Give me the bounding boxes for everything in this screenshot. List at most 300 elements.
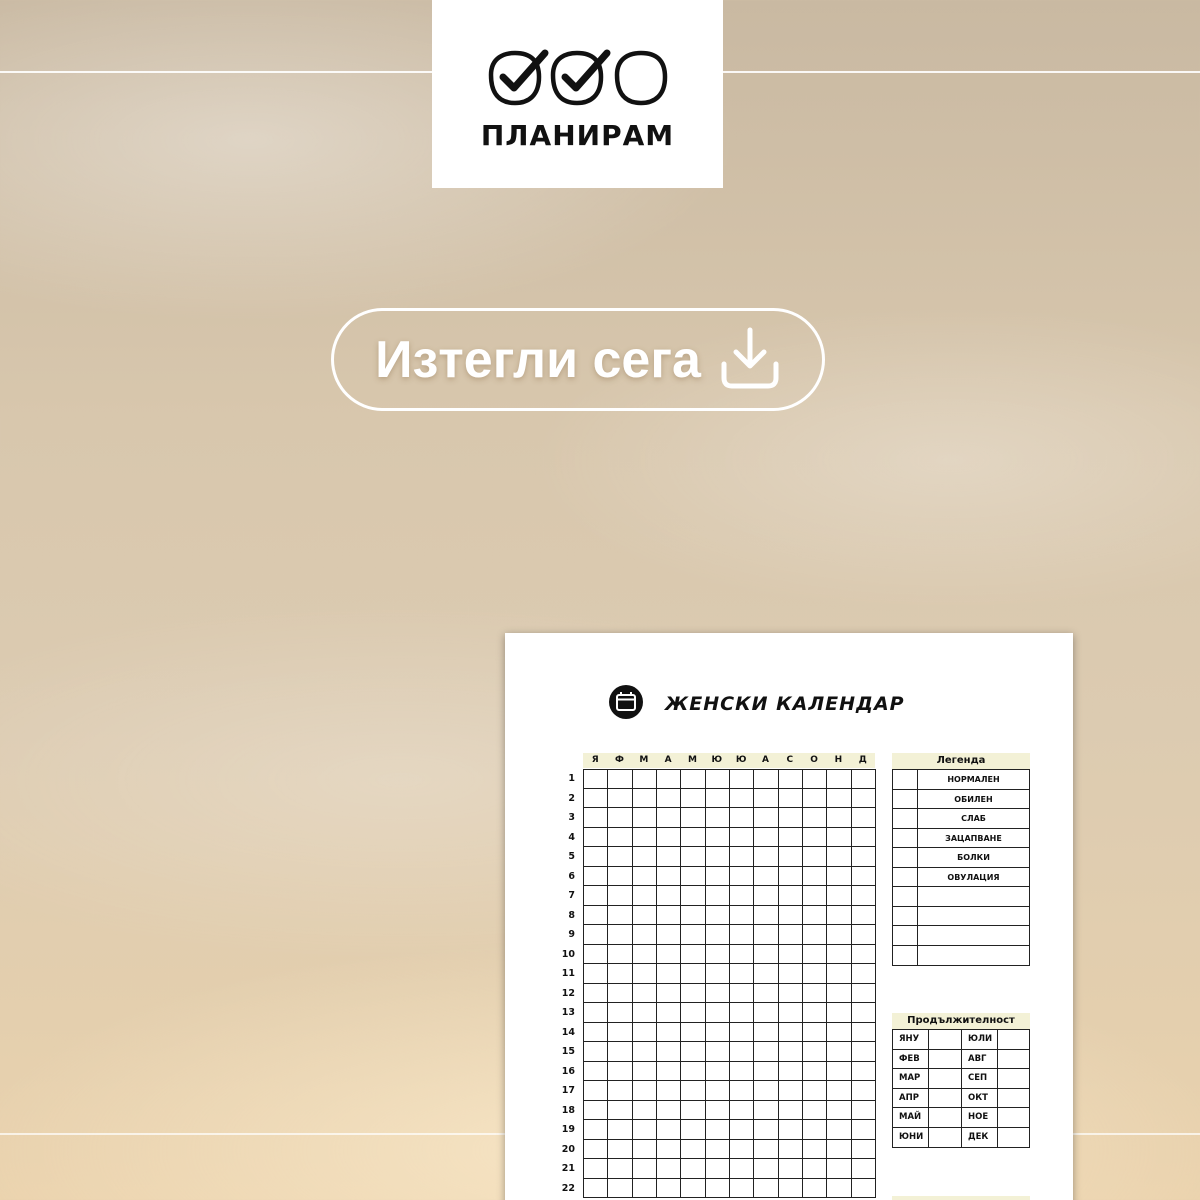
grid-cell <box>852 1120 876 1140</box>
duration-value <box>998 1089 1029 1108</box>
grid-cell <box>657 828 681 848</box>
grid-cell <box>706 925 730 945</box>
grid-cell <box>827 1120 851 1140</box>
grid-cell <box>803 925 827 945</box>
grid-cell <box>803 828 827 848</box>
legend-row <box>893 868 1029 888</box>
grid-cell <box>608 847 632 867</box>
grid-cell <box>730 1120 754 1140</box>
duration-month: ДЕК <box>962 1128 998 1148</box>
grid-cell <box>754 1003 778 1023</box>
grid-cell <box>584 984 608 1004</box>
day-row <box>555 769 876 789</box>
day-row <box>555 789 876 809</box>
day-cells <box>583 1003 876 1023</box>
grid-cell <box>584 1023 608 1043</box>
grid-cell <box>608 1062 632 1082</box>
day-cells <box>583 1101 876 1121</box>
grid-cell <box>657 964 681 984</box>
grid-cell <box>852 1003 876 1023</box>
grid-cell <box>852 1140 876 1160</box>
grid-cell <box>584 808 608 828</box>
grid-cell <box>706 984 730 1004</box>
grid-cell <box>827 1179 851 1199</box>
legend-swatch <box>893 946 918 966</box>
legend-swatch <box>893 887 918 906</box>
grid-cell <box>754 1023 778 1043</box>
duration-row <box>893 1050 1029 1070</box>
grid-cell <box>681 769 705 789</box>
grid-cell <box>730 769 754 789</box>
legend-label: ОБИЛЕН <box>954 794 993 804</box>
grid-cell <box>827 1159 851 1179</box>
legend-label <box>918 887 1029 906</box>
grid-cell <box>754 964 778 984</box>
legend-row <box>893 887 1029 907</box>
grid-cell <box>608 808 632 828</box>
grid-cell <box>730 945 754 965</box>
grid-cell <box>730 906 754 926</box>
grid-cell <box>633 1003 657 1023</box>
grid-cell <box>803 1179 827 1199</box>
grid-cell <box>827 828 851 848</box>
grid-cell <box>779 984 803 1004</box>
duration-value <box>929 1030 962 1049</box>
day-row <box>555 1003 876 1023</box>
grid-cell <box>584 1081 608 1101</box>
day-cells <box>583 808 876 828</box>
day-row <box>555 1179 876 1199</box>
grid-cell <box>803 906 827 926</box>
grid-cell <box>730 1081 754 1101</box>
grid-cell <box>681 828 705 848</box>
grid-cell <box>584 769 608 789</box>
grid-cell <box>584 1003 608 1023</box>
grid-cell <box>803 1101 827 1121</box>
duration-month: ОКТ <box>962 1089 998 1108</box>
download-now-button[interactable] <box>331 308 825 411</box>
duration-rows <box>892 1029 1030 1148</box>
grid-cell <box>779 867 803 887</box>
grid-cell <box>803 769 827 789</box>
grid-cell <box>779 789 803 809</box>
month-initial: Н <box>834 755 843 765</box>
grid-cell <box>584 1159 608 1179</box>
day-cells <box>583 984 876 1004</box>
legend-label: ЗАЦАПВАНЕ <box>945 833 1002 843</box>
grid-cell <box>681 1062 705 1082</box>
grid-cell <box>827 808 851 828</box>
day-number: 14 <box>561 1026 575 1038</box>
duration-value <box>998 1128 1029 1148</box>
grid-cell <box>779 1159 803 1179</box>
month-initial: Ю <box>711 755 723 765</box>
grid-cell <box>657 808 681 828</box>
day-cells <box>583 925 876 945</box>
grid-cell <box>657 1023 681 1043</box>
duration-title: Продължителност <box>892 1013 1030 1029</box>
checkbox-circles-icon <box>483 47 673 109</box>
legend-label: ОВУЛАЦИЯ <box>947 872 1000 882</box>
grid-cell <box>852 808 876 828</box>
grid-cell <box>584 867 608 887</box>
grid-cell <box>852 828 876 848</box>
grid-cell <box>754 1042 778 1062</box>
duration-value <box>998 1050 1029 1069</box>
grid-cell <box>803 1140 827 1160</box>
legend-label <box>918 926 1029 945</box>
grid-cell <box>681 886 705 906</box>
grid-cell <box>584 1120 608 1140</box>
duration-value <box>929 1128 962 1148</box>
day-row <box>555 1120 876 1140</box>
grid-cell <box>706 1179 730 1199</box>
grid-cell <box>779 1042 803 1062</box>
grid-cell <box>852 1159 876 1179</box>
duration-value <box>998 1108 1029 1127</box>
grid-cell <box>852 945 876 965</box>
grid-cell <box>730 984 754 1004</box>
day-number: 15 <box>561 1046 575 1057</box>
grid-cell <box>706 1159 730 1179</box>
grid-cell <box>706 1081 730 1101</box>
grid-cell <box>681 1159 705 1179</box>
grid-cell <box>681 789 705 809</box>
download-button-label: Изтегли сега <box>375 330 701 389</box>
brand-name: ПЛАНИРАМ <box>480 118 675 152</box>
grid-cell <box>852 886 876 906</box>
grid-cell <box>657 1062 681 1082</box>
grid-cell <box>657 867 681 887</box>
grid-cell <box>657 906 681 926</box>
grid-cell <box>827 1101 851 1121</box>
month-initial: О <box>810 755 818 765</box>
day-row <box>555 1062 876 1082</box>
grid-cell <box>827 1003 851 1023</box>
legend-label: СЛАБ <box>961 814 986 823</box>
grid-cell <box>827 789 851 809</box>
grid-cell <box>803 847 827 867</box>
day-number: 5 <box>568 851 575 862</box>
grid-cell <box>754 828 778 848</box>
duration-row <box>893 1030 1029 1050</box>
day-row <box>555 1023 876 1043</box>
grid-cell <box>803 1003 827 1023</box>
legend-row <box>893 829 1029 849</box>
month-initial: Ю <box>735 755 747 765</box>
grid-cell <box>754 867 778 887</box>
duration-month: ЯНУ <box>893 1030 929 1049</box>
grid-cell <box>779 1081 803 1101</box>
grid-cell <box>852 984 876 1004</box>
month-initial: М <box>687 755 697 765</box>
calendar-icon <box>609 685 643 723</box>
grid-cell <box>730 1140 754 1160</box>
grid-cell <box>730 789 754 809</box>
grid-cell <box>779 886 803 906</box>
legend-swatch <box>893 809 918 828</box>
day-cells <box>583 1159 876 1179</box>
day-row <box>555 867 876 887</box>
grid-cell <box>584 1140 608 1160</box>
grid-cell <box>633 925 657 945</box>
legend-row <box>893 907 1029 927</box>
grid-cell <box>633 1179 657 1199</box>
day-cells <box>583 828 876 848</box>
day-cells <box>583 1023 876 1043</box>
grid-cell <box>657 847 681 867</box>
grid-cell <box>681 808 705 828</box>
grid-cell <box>827 1081 851 1101</box>
grid-cell <box>730 847 754 867</box>
grid-cell <box>706 1062 730 1082</box>
grid-cell <box>608 925 632 945</box>
day-number: 22 <box>561 1182 575 1194</box>
grid-cell <box>608 1101 632 1121</box>
grid-cell <box>584 886 608 906</box>
grid-cell <box>754 886 778 906</box>
legend-swatch <box>893 868 918 887</box>
grid-cell <box>779 1120 803 1140</box>
day-cells <box>583 1179 876 1199</box>
day-number: 7 <box>568 890 575 901</box>
grid-cell <box>803 1042 827 1062</box>
day-row <box>555 886 876 906</box>
grid-cell <box>827 847 851 867</box>
grid-cell <box>754 1159 778 1179</box>
grid-cell <box>681 1140 705 1160</box>
duration-value <box>998 1069 1029 1088</box>
grid-cell <box>681 1081 705 1101</box>
grid-cell <box>706 964 730 984</box>
grid-cell <box>827 867 851 887</box>
grid-cell <box>633 1159 657 1179</box>
duration-value <box>929 1089 962 1108</box>
grid-cell <box>779 828 803 848</box>
day-cells <box>583 945 876 965</box>
grid-cell <box>754 945 778 965</box>
grid-cell <box>608 789 632 809</box>
duration-value <box>998 1030 1029 1049</box>
grid-cell <box>633 769 657 789</box>
legend-swatch <box>893 829 918 848</box>
grid-cell <box>779 1023 803 1043</box>
grid-cell <box>730 867 754 887</box>
grid-cell <box>827 945 851 965</box>
grid-cell <box>754 1179 778 1199</box>
grid-cell <box>803 1159 827 1179</box>
day-cells <box>583 906 876 926</box>
grid-cell <box>754 1120 778 1140</box>
legend-table <box>892 753 1030 966</box>
grid-cell <box>681 1003 705 1023</box>
grid-cell <box>584 1042 608 1062</box>
next-section-header <box>892 1196 1030 1200</box>
day-row <box>555 1042 876 1062</box>
grid-cell <box>608 1120 632 1140</box>
grid-cell <box>754 1062 778 1082</box>
grid-cell <box>633 828 657 848</box>
brand-logo[interactable] <box>432 0 723 188</box>
duration-month: ФЕВ <box>893 1050 929 1069</box>
grid-cell <box>584 1101 608 1121</box>
grid-cell <box>608 769 632 789</box>
legend-swatch <box>893 907 918 926</box>
grid-cell <box>681 1023 705 1043</box>
duration-table <box>892 1013 1030 1148</box>
grid-cell <box>706 769 730 789</box>
grid-cell <box>706 789 730 809</box>
grid-cell <box>584 945 608 965</box>
grid-cell <box>657 886 681 906</box>
grid-cell <box>584 964 608 984</box>
grid-cell <box>730 886 754 906</box>
month-initial: Ф <box>615 755 624 765</box>
month-initial: М <box>639 755 649 765</box>
duration-row <box>893 1069 1029 1089</box>
day-rows <box>555 769 876 1198</box>
grid-cell <box>706 1042 730 1062</box>
grid-cell <box>827 1042 851 1062</box>
legend-label <box>918 946 1029 966</box>
grid-cell <box>754 769 778 789</box>
grid-cell <box>584 925 608 945</box>
grid-cell <box>730 1159 754 1179</box>
duration-month: ЮНИ <box>893 1128 929 1148</box>
grid-cell <box>706 867 730 887</box>
day-row <box>555 1101 876 1121</box>
grid-cell <box>681 1042 705 1062</box>
grid-cell <box>779 925 803 945</box>
legend-row <box>893 926 1029 946</box>
duration-month: АПР <box>893 1089 929 1108</box>
day-row <box>555 984 876 1004</box>
grid-cell <box>584 828 608 848</box>
day-number: 18 <box>561 1104 575 1116</box>
grid-cell <box>681 964 705 984</box>
day-cells <box>583 886 876 906</box>
grid-cell <box>681 1101 705 1121</box>
day-cells <box>583 769 876 789</box>
duration-row <box>893 1089 1029 1109</box>
grid-cell <box>633 886 657 906</box>
grid-cell <box>608 1179 632 1199</box>
grid-cell <box>827 1062 851 1082</box>
grid-cell <box>754 925 778 945</box>
grid-cell <box>681 1120 705 1140</box>
grid-cell <box>754 1101 778 1121</box>
grid-cell <box>608 984 632 1004</box>
month-initial: С <box>786 755 794 765</box>
grid-cell <box>633 789 657 809</box>
day-number: 2 <box>568 792 575 804</box>
grid-cell <box>779 1101 803 1121</box>
grid-cell <box>608 867 632 887</box>
grid-cell <box>633 1062 657 1082</box>
legend-label: БОЛКИ <box>957 853 990 862</box>
grid-cell <box>657 1179 681 1199</box>
grid-cell <box>633 964 657 984</box>
legend-rows <box>892 769 1030 966</box>
month-initial: Д <box>858 755 867 765</box>
grid-cell <box>730 808 754 828</box>
grid-cell <box>706 886 730 906</box>
day-cells <box>583 964 876 984</box>
grid-cell <box>730 1101 754 1121</box>
grid-cell <box>657 1101 681 1121</box>
day-row <box>555 847 876 867</box>
grid-cell <box>633 906 657 926</box>
day-row <box>555 828 876 848</box>
day-row <box>555 1081 876 1101</box>
grid-cell <box>779 808 803 828</box>
grid-cell <box>681 1179 705 1199</box>
grid-cell <box>730 1179 754 1199</box>
grid-cell <box>633 1081 657 1101</box>
day-row <box>555 906 876 926</box>
day-number: 10 <box>561 948 575 960</box>
grid-cell <box>657 925 681 945</box>
legend-row <box>893 809 1029 829</box>
grid-cell <box>779 1062 803 1082</box>
grid-cell <box>633 945 657 965</box>
grid-cell <box>754 847 778 867</box>
grid-cell <box>608 964 632 984</box>
grid-cell <box>827 1140 851 1160</box>
day-number: 1 <box>568 773 575 784</box>
day-number: 6 <box>568 870 575 882</box>
day-number: 21 <box>561 1163 575 1174</box>
grid-cell <box>779 1140 803 1160</box>
legend-row <box>893 770 1029 790</box>
preview-title-row <box>609 685 905 723</box>
day-number: 17 <box>561 1085 575 1096</box>
grid-cell <box>633 984 657 1004</box>
month-initial: А <box>761 755 769 765</box>
grid-cell <box>608 1081 632 1101</box>
duration-row <box>893 1128 1029 1148</box>
grid-cell <box>681 906 705 926</box>
grid-cell <box>852 1023 876 1043</box>
grid-cell <box>584 1062 608 1082</box>
grid-cell <box>681 925 705 945</box>
day-cells <box>583 867 876 887</box>
day-cells <box>583 1140 876 1160</box>
day-number: 20 <box>561 1143 575 1155</box>
grid-cell <box>681 984 705 1004</box>
grid-cell <box>779 964 803 984</box>
duration-month: МАЙ <box>893 1108 929 1127</box>
grid-cell <box>852 964 876 984</box>
grid-cell <box>730 925 754 945</box>
grid-cell <box>681 847 705 867</box>
grid-cell <box>633 847 657 867</box>
grid-cell <box>779 1003 803 1023</box>
day-cells <box>583 1062 876 1082</box>
grid-cell <box>827 964 851 984</box>
legend-label <box>918 907 1029 926</box>
grid-cell <box>754 1140 778 1160</box>
grid-cell <box>754 984 778 1004</box>
grid-cell <box>730 1062 754 1082</box>
legend-swatch <box>893 770 918 789</box>
day-cells <box>583 1042 876 1062</box>
day-row <box>555 945 876 965</box>
grid-cell <box>754 808 778 828</box>
legend-row <box>893 848 1029 868</box>
grid-cell <box>779 847 803 867</box>
day-number: 12 <box>561 987 575 999</box>
